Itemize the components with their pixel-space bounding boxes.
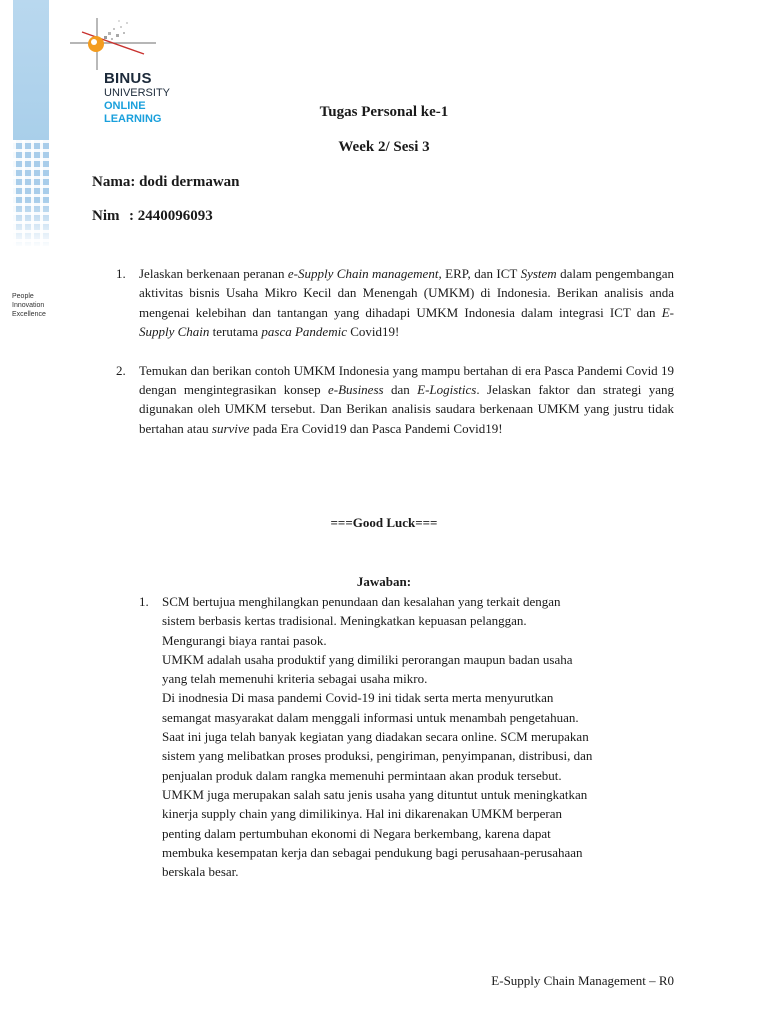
question-italic-segment: E-Supply Chain <box>139 304 674 340</box>
answer-line: membuka kesempatan kerja dan sebagai pendukung bagi perusahaan-perusahaan <box>162 844 583 860</box>
question-italic-segment: e-Supply Chain management, <box>287 266 442 281</box>
question-text <box>139 266 674 339</box>
question-segment: dan <box>383 382 418 398</box>
question-italic-segment: E-Logistics <box>417 382 477 398</box>
question-number: 1. <box>116 266 126 281</box>
tagline-line-3: Excellence <box>12 311 46 318</box>
week-session: Week 2/ Sesi 3 <box>338 139 430 155</box>
question-segment: ERP, dan ICT <box>441 266 521 281</box>
tagline-line-1: People <box>12 293 34 300</box>
answer-number: 1. <box>139 594 149 609</box>
answer-line: SCM bertujua menghilangkan penundaan dan kesalahan yang terkait dengan <box>162 594 561 609</box>
question-list <box>116 264 674 438</box>
answer-text <box>162 592 679 881</box>
answer-line: UMKM juga merupakan salah satu jenis usaha yang dituntut untuk meningkatkan <box>162 786 588 802</box>
side-decoration-strip <box>13 0 49 246</box>
good-luck: ===Good Luck=== <box>330 515 438 530</box>
question-italic-segment: survive <box>211 420 250 436</box>
answer-line: yang telah memenuhi kriteria sebagai usaha mikro. <box>162 671 428 687</box>
answer-line: UMKM adalah usaha produktif yang dimiliki perorangan maupun badan usaha <box>162 651 573 667</box>
answer-line: sistem yang melibatkan proses produksi, pengiriman, penyimpanan, distribusi, dan <box>162 748 593 764</box>
footer-text: E-Supply Chain Management – R0 <box>491 973 674 988</box>
answer-line: Mengurangi biaya rantai pasok. <box>162 632 327 648</box>
question-segment: dalam pengembangan aktivitas bisnis Usaha Mikro Kecil dan Menengah (UMKM) di Indonesia. Berikan analisis anda mengenai kelebihan dan tantangan yang dihadapi UMKM Indonesia dalam integrasi ICT dan <box>139 266 674 320</box>
answer-line: penjualan produk dalam rangka memenuhi permintaan akan produk tersebut. <box>162 767 562 783</box>
nim-value: : 2440096093 <box>129 208 213 224</box>
binus-logo-mark-icon <box>68 14 158 70</box>
answer-line: Di inodnesia Di masa pandemi Covid-19 ini tidak serta merta menyurutkan <box>162 690 554 706</box>
answer-line: berskala besar. <box>162 864 239 880</box>
answer-title: Jawaban: <box>356 574 412 589</box>
student-name: Nama: dodi dermawan <box>92 174 240 190</box>
question-italic-segment: System <box>520 266 557 281</box>
answer-block <box>139 592 679 881</box>
logo-line-online: ONLINE <box>104 100 146 112</box>
answer-line: semangat masyarakat dalam menggali informasi untuk menambah pengetahuan. <box>162 709 579 725</box>
tagline-line-2: Innovation <box>12 302 45 309</box>
question-item <box>116 361 674 439</box>
nim-label: Nim <box>92 208 120 224</box>
assignment-title: Tugas Personal ke-1 <box>319 104 449 120</box>
question-segment: . Jelaskan faktor dan strategi yang digunakan oleh UMKM tersebut. Dan Berikan analisis saudara berkenaan UMKM yang justru tidak bertahan atau <box>139 382 674 436</box>
student-nim <box>92 208 213 225</box>
question-segment: Jelaskan berkenaan peranan <box>139 266 288 281</box>
tagline <box>12 292 46 319</box>
strip-fade <box>13 200 49 246</box>
question-number: 2. <box>116 362 126 378</box>
question-italic-segment: pasca Pandemic <box>261 324 347 340</box>
question-italic-segment: e-Business <box>327 382 384 398</box>
answer-line: penting dalam pertumbuhan ekonomi di Negara berkembang, karena dapat <box>162 825 551 841</box>
question-segment: terutama <box>209 324 262 340</box>
question-text <box>139 363 674 436</box>
question-segment: pada Era Covid19 dan Pasca Pandemi Covid19! <box>249 420 503 436</box>
question-segment: Temukan dan berikan contoh UMKM Indonesia yang mampu bertahan di era Pasca Pandemi Covid 19 dengan mengintegrasikan konsep <box>139 362 674 398</box>
binus-logo <box>68 14 218 125</box>
answer-line: sistem berbasis kertas tradisional. Meningkatkan kepuasan pelanggan. <box>162 613 527 629</box>
logo-line-university: UNIVERSITY <box>104 87 171 99</box>
logo-line-learning: LEARNING <box>104 113 162 125</box>
question-item <box>116 264 674 342</box>
answer-line: Saat ini juga telah banyak kegiatan yang diadakan secara online. SCM merupakan <box>162 729 589 745</box>
question-segment: Covid19! <box>346 324 400 340</box>
answer-line: kinerja supply chain yang dimilikinya. Hal ini dikarenakan UMKM berperan <box>162 806 563 822</box>
logo-wordmark: BINUS <box>104 70 152 87</box>
